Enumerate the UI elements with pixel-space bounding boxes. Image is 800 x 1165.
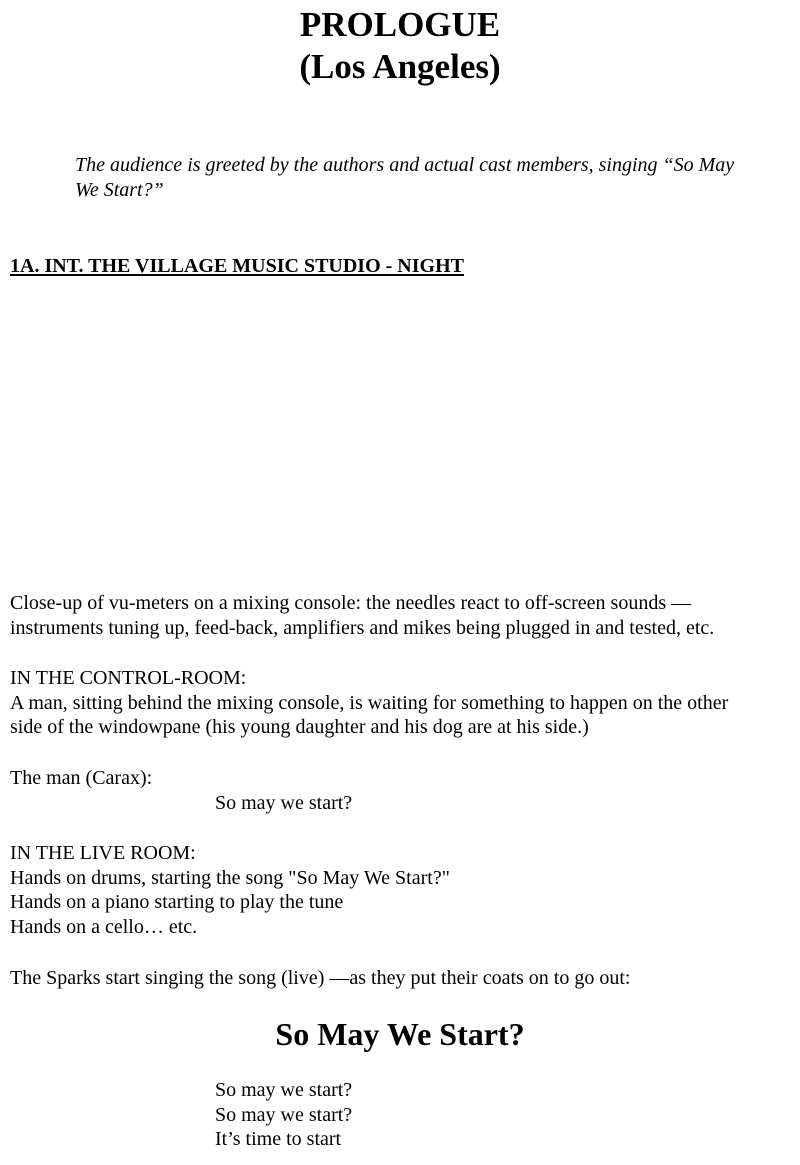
control-room-line: side of the windowpane (his young daughter and his dog are at his side.) xyxy=(10,716,589,738)
control-room-heading: IN THE CONTROL-ROOM: xyxy=(10,667,247,689)
title-line-prologue: PROLOGUE xyxy=(299,5,501,44)
sparks-line: The Sparks start singing the song (live) —as they put their coats on to go out: xyxy=(10,967,631,989)
sparks-description xyxy=(10,966,795,991)
intro-line: The audience is greeted by the authors and actual cast members, singing “So May xyxy=(75,154,735,176)
scene-heading: 1A. INT. THE VILLAGE MUSIC STUDIO - NIGHT xyxy=(10,255,464,277)
live-room-line: Hands on a cello… etc. xyxy=(10,915,198,938)
song-title: So May We Start? xyxy=(275,1016,525,1052)
speaker-line xyxy=(10,766,795,791)
lyric-line: So may we start? xyxy=(215,1103,353,1126)
closeup-description xyxy=(10,591,795,640)
closeup-line: Close-up of vu-meters on a mixing console: the needles react to off-screen sounds — xyxy=(10,592,692,614)
lyric-line: So may we start? xyxy=(215,1079,353,1101)
page-title xyxy=(0,4,800,88)
intro-stage-direction xyxy=(75,153,795,203)
live-room-heading: IN THE LIVE ROOM: xyxy=(10,842,196,864)
speaker-name: The man (Carax): xyxy=(10,767,153,789)
dialogue-line: So may we start? xyxy=(215,792,353,814)
live-room-section xyxy=(10,841,795,939)
title-line-location: (Los Angeles) xyxy=(299,47,501,86)
live-room-line: Hands on drums, starting the song "So May We Start?" xyxy=(10,866,450,889)
song-lyrics xyxy=(215,1078,352,1152)
live-room-line: Hands on a piano starting to play the tune xyxy=(10,891,344,913)
closeup-line: instruments tuning up, feed-back, amplifiers and mikes being plugged in and tested, etc. xyxy=(10,616,715,639)
control-room-section xyxy=(10,666,795,740)
lyric-line: It’s time to start xyxy=(215,1128,342,1150)
control-room-line: A man, sitting behind the mixing console, is waiting for something to happen on the other xyxy=(10,691,729,714)
intro-line: We Start?” xyxy=(75,179,164,201)
